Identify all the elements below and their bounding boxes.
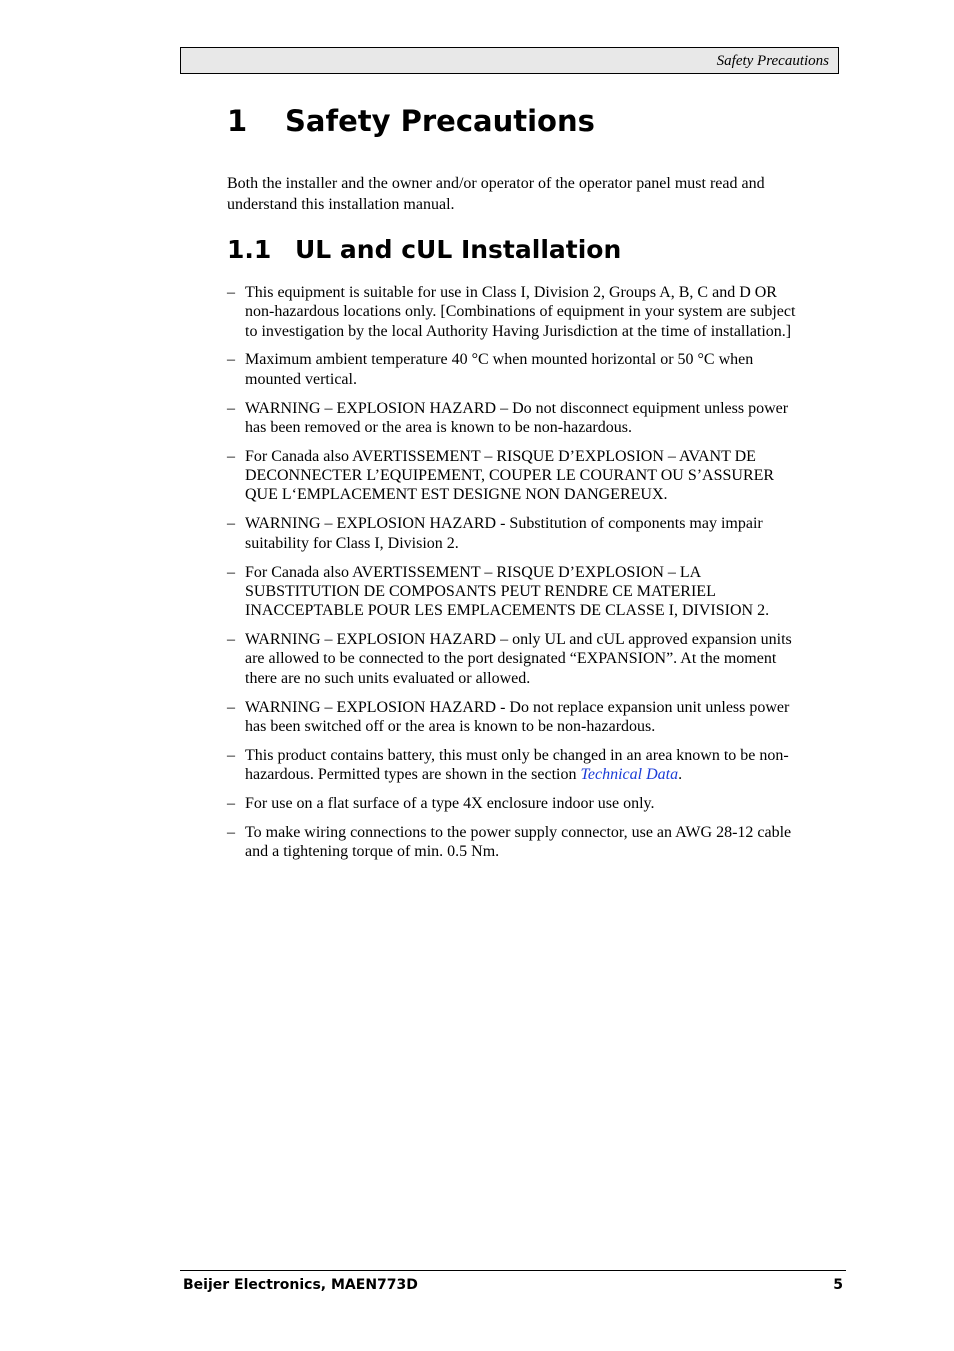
- dash-bullet: –: [227, 447, 235, 465]
- technical-data-link[interactable]: Technical Data: [580, 765, 679, 783]
- list-item-text: This product contains battery, this must only be changed in an area known to be non-hazardous. Permitted types are shown in the section: [245, 746, 789, 783]
- list-item-text: For Canada also AVERTISSEMENT – RISQUE D’EXPLOSION – LA SUBSTITUTION DE COMPOSANTS PEUT RENDRE CE MATERIEL INACCEPTABLE POUR LES EMPLACEMENTS DE CLASSE I, DIVISION 2.: [245, 563, 770, 620]
- dash-bullet: –: [227, 746, 235, 764]
- link-suffix: .: [678, 765, 683, 783]
- list-item-text: Maximum ambient temperature 40 °C when mounted horizontal or 50 °C when mounted vertical.: [245, 351, 754, 388]
- dash-bullet: –: [227, 284, 235, 301]
- footer-company-doc: Beijer Electronics, MAEN773D: [183, 1277, 418, 1293]
- dash-bullet: –: [227, 351, 235, 369]
- list-item: [227, 350, 797, 389]
- list-item-text: To make wiring connections to the power supply connector, use an AWG 28-12 cable and a tightening torque of min. 0.5 Nm.: [245, 823, 792, 861]
- list-item-text: WARNING – EXPLOSION HAZARD - Do not replace expansion unit unless power has been switched off or the area is known to be non-hazardous.: [245, 698, 790, 735]
- intro-paragraph: Both the installer and the owner and/or operator of the operator panel must read and understand this installation manual.: [227, 175, 765, 213]
- subsection-heading: [227, 235, 621, 264]
- running-header: [180, 47, 839, 74]
- list-item: [227, 283, 797, 341]
- list-item: [227, 698, 797, 737]
- list-item: [227, 399, 797, 438]
- dash-bullet: –: [227, 698, 235, 716]
- running-header-title: Safety Precautions: [716, 53, 829, 69]
- footer-rule: [180, 1270, 846, 1271]
- list-item: [227, 630, 797, 688]
- list-item: [227, 823, 797, 862]
- dash-bullet: –: [227, 563, 235, 581]
- list-item-text: WARNING – EXPLOSION HAZARD – Do not disconnect equipment unless power has been removed or the area is known to be non-hazardous.: [245, 399, 789, 436]
- list-item-text: This equipment is suitable for use in Class I, Division 2, Groups A, B, C and D OR non-hazardous locations only. [Combinations of equipment in your system are subject to investigation by the local Authority Having Jurisdiction at the time of installation.]: [245, 284, 796, 340]
- list-item: [227, 746, 797, 785]
- subsection-number: 1.1: [227, 235, 272, 264]
- dash-bullet: –: [227, 399, 235, 417]
- list-item: [227, 447, 797, 505]
- list-item: [227, 794, 797, 813]
- dash-bullet: –: [227, 794, 235, 812]
- list-item-text: For use on a flat surface of a type 4X enclosure indoor use only.: [245, 794, 655, 812]
- footer-page-number: 5: [833, 1277, 843, 1293]
- section-title: Safety Precautions: [285, 104, 595, 138]
- subsection-title: UL and cUL Installation: [295, 235, 622, 264]
- ul-requirements-list: [227, 283, 797, 871]
- list-item-text: WARNING – EXPLOSION HAZARD – only UL and cUL approved expansion units are allowed to be connected to the port designated “EXPANSION”. At the moment there are no such units evaluated or allowed.: [245, 631, 792, 687]
- dash-bullet: –: [227, 515, 235, 533]
- section-heading: [227, 104, 595, 138]
- list-item: [227, 514, 797, 553]
- dash-bullet: –: [227, 631, 235, 649]
- section-number: 1: [227, 104, 248, 138]
- list-item: [227, 563, 797, 621]
- list-item-text: For Canada also AVERTISSEMENT – RISQUE D’EXPLOSION – AVANT DE DECONNECTER L’EQUIPEMENT, COUPER LE COURANT OU S’ASSURER QUE L‘EMPLACEMENT EST DESIGNE NON DANGEREUX.: [245, 447, 775, 504]
- list-item-text: WARNING – EXPLOSION HAZARD - Substitution of components may impair suitability for Class I, Division 2.: [245, 515, 763, 552]
- dash-bullet: –: [227, 823, 235, 841]
